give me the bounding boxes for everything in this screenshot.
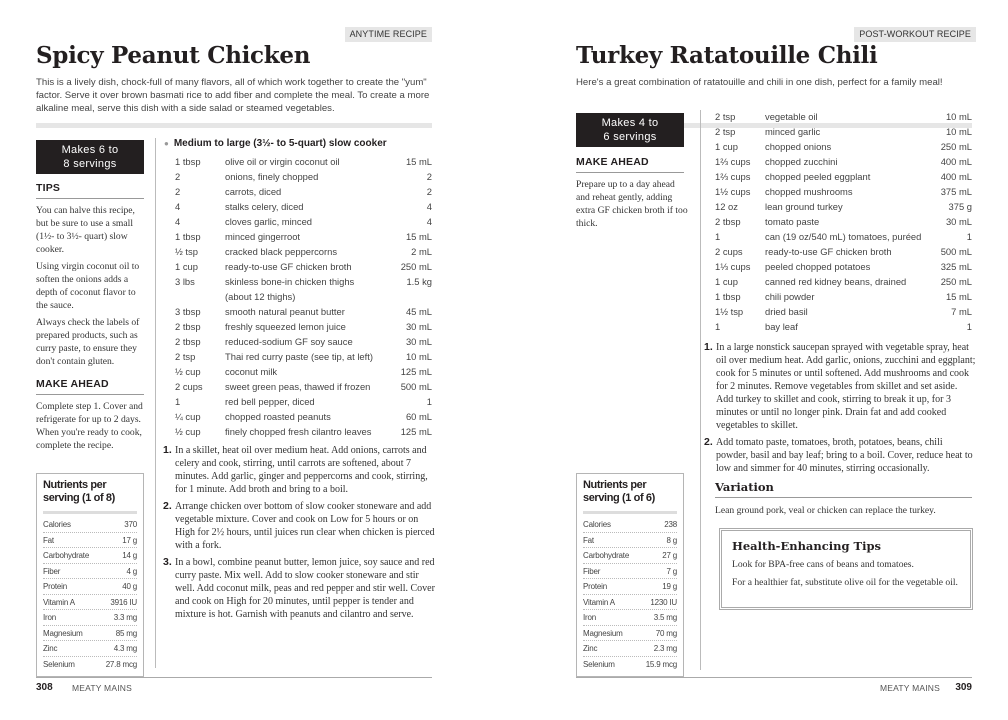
ingredient-name: finely chopped fresh cilantro leaves <box>225 426 372 437</box>
ingredient-metric: 30 mL <box>945 216 972 227</box>
nutrient-value: 70 mg <box>655 628 677 638</box>
nutrient-row <box>583 657 677 673</box>
right-page <box>504 0 1008 720</box>
ingredient-quantity: 3 lbs <box>175 276 195 287</box>
ingredient-row <box>175 319 432 334</box>
ingredient-name: skinless bone-in chicken thighs <box>225 276 355 287</box>
variation-heading: Variation <box>715 480 972 498</box>
ingredient-row <box>715 169 972 184</box>
ingredient-name: (about 12 thighs) <box>225 291 296 302</box>
ingredient-name: ready-to-use GF chicken broth <box>765 246 892 257</box>
ingredient-metric: 325 mL <box>940 261 972 272</box>
ingredient-row <box>175 229 432 244</box>
ingredient-name: coconut milk <box>225 366 278 377</box>
recipe-intro: This is a lively dish, chock-full of many flavors, all of which work together to create the "yum" factor. Serve it over brown basmati rice to add fiber and complete the meal. To create a more alkaline meal, serve this dish with a side salad or steamed vegetables. <box>36 77 430 114</box>
step-number: 3. <box>163 556 172 568</box>
make-ahead-heading: MAKE AHEAD <box>36 378 144 395</box>
ingredient-quantity: 12 oz <box>715 201 738 212</box>
column-divider <box>155 138 156 668</box>
health-tip: Look for BPA-free cans of beans and tomatoes. <box>732 559 914 570</box>
ingredient-name: reduced-sodium GF soy sauce <box>225 336 353 347</box>
nutrient-row <box>43 595 137 611</box>
page-number: 308 <box>36 682 53 693</box>
ingredient-quantity: 1 <box>715 321 721 332</box>
ingredient-metric: 2 mL <box>411 246 432 257</box>
nutrient-row <box>43 641 137 657</box>
nutrient-value: 85 mg <box>115 628 137 638</box>
ingredient-row <box>715 154 972 169</box>
health-tips-box <box>721 530 971 608</box>
ingredient-name: chopped roasted peanuts <box>225 411 331 422</box>
category-tag: POST-WORKOUT RECIPE <box>854 27 976 42</box>
step-number: 2. <box>704 436 713 448</box>
ingredient-metric: 30 mL <box>405 336 432 347</box>
ingredient-row <box>175 184 432 199</box>
nutrient-value: 238 <box>664 520 677 529</box>
ingredient-row <box>715 109 972 124</box>
ingredient-row <box>175 424 432 439</box>
nutrient-value: 4 g <box>126 566 137 576</box>
ingredient-quantity: 1 cup <box>175 261 198 272</box>
ingredient-name: smooth natural peanut butter <box>225 306 345 317</box>
ingredient-metric: 45 mL <box>405 306 432 317</box>
tips-body <box>36 204 148 372</box>
nutrient-label: Fat <box>583 535 594 545</box>
nutrient-value: 370 <box>124 520 137 529</box>
ingredient-name: minced garlic <box>765 126 821 137</box>
servings-line-2: 8 servings <box>63 158 117 170</box>
ingredient-metric: 10 mL <box>945 111 972 122</box>
running-head: MEATY MAINS <box>72 683 132 693</box>
nutrient-row <box>583 548 677 564</box>
ingredient-metric: 375 g <box>948 201 972 212</box>
ingredient-row <box>175 169 432 184</box>
ingredient-name: freshly squeezed lemon juice <box>225 321 346 332</box>
tip-paragraph: Using virgin coconut oil to soften the onions adds a depth of coconut flavor to the sauce. <box>36 261 140 311</box>
ingredient-metric: 400 mL <box>940 156 972 167</box>
ingredient-name: bay leaf <box>765 321 798 332</box>
ingredient-quantity <box>175 289 225 304</box>
ingredient-quantity: 2 tbsp <box>715 216 741 227</box>
equipment-text: Medium to large (3½- to 5-quart) slow cooker <box>173 138 387 149</box>
ingredient-quantity: ½ tsp <box>175 246 198 257</box>
method-steps <box>163 444 438 625</box>
ingredient-row <box>175 199 432 214</box>
nutrient-row <box>43 548 137 564</box>
ingredient-row <box>175 364 432 379</box>
method-step <box>704 341 976 432</box>
nutrient-value: 4.3 mg <box>113 644 137 653</box>
ingredient-name: stalks celery, diced <box>225 201 304 212</box>
page-number: 309 <box>955 682 972 693</box>
ingredient-quantity: 1 cup <box>715 141 738 152</box>
nutrient-row <box>43 657 137 673</box>
ingredient-quantity: 2 tsp <box>715 111 736 122</box>
ingredient-metric: 10 mL <box>405 351 432 362</box>
method-step <box>163 444 438 496</box>
ingredient-row <box>175 289 432 304</box>
ingredient-quantity: 1 <box>715 231 721 242</box>
make-ahead-heading: MAKE AHEAD <box>576 156 684 173</box>
nutrient-row <box>583 626 677 642</box>
method-step <box>163 500 438 552</box>
ingredient-name: carrots, diced <box>225 186 282 197</box>
ingredient-row <box>175 349 432 364</box>
ingredient-name: cloves garlic, minced <box>225 216 313 227</box>
footer-rule <box>36 677 432 678</box>
ingredient-name: ready-to-use GF chicken broth <box>225 261 352 272</box>
ingredient-quantity: 1⅔ cups <box>715 171 751 182</box>
nutrient-value: 3916 IU <box>110 597 137 607</box>
ingredients-list <box>175 154 432 439</box>
nutrient-label: Vitamin A <box>583 597 615 607</box>
ingredient-quantity: 1½ cups <box>715 186 751 197</box>
ingredient-name: chopped peeled eggplant <box>765 171 871 182</box>
make-ahead-text: Prepare up to a day ahead and reheat gently, adding extra GF chicken broth if too thick. <box>576 179 688 229</box>
ingredient-name: onions, finely chopped <box>225 171 319 182</box>
ingredient-name: canned red kidney beans, drained <box>765 276 907 287</box>
ingredient-metric: 15 mL <box>405 156 432 167</box>
nutrient-value: 7 g <box>666 566 677 576</box>
nutrient-value: 14 g <box>122 551 137 560</box>
ingredient-quantity: 2 <box>175 171 181 182</box>
nutrient-row <box>583 595 677 611</box>
nutrient-value: 19 g <box>662 582 677 591</box>
nutrient-label: Selenium <box>43 659 75 669</box>
nutrient-label: Protein <box>43 582 67 591</box>
nutrient-value: 40 g <box>122 582 137 591</box>
ingredient-metric: 1.5 kg <box>406 276 432 287</box>
ingredient-metric: 1 <box>966 321 972 332</box>
nutrient-label: Iron <box>43 613 56 622</box>
ingredient-quantity: ½ cup <box>175 426 201 437</box>
nutrient-value: 1230 IU <box>650 597 677 607</box>
nutrient-row <box>43 564 137 580</box>
nutrient-value: 8 g <box>666 535 677 545</box>
ingredient-quantity: 4 <box>175 201 181 212</box>
nutrient-row <box>43 610 137 626</box>
running-head: MEATY MAINS <box>880 683 940 693</box>
ingredient-quantity: 1⅔ cups <box>715 156 751 167</box>
ingredient-name: sweet green peas, thawed if frozen <box>225 381 371 392</box>
nutrient-label: Carbohydrate <box>583 551 630 560</box>
ingredient-metric: 60 mL <box>405 411 432 422</box>
nutrient-row <box>583 579 677 595</box>
title-rule <box>36 123 432 128</box>
recipe-title: Turkey Ratatouille Chili <box>576 42 878 69</box>
ingredient-metric: 2 <box>426 171 432 182</box>
nutrient-label: Fiber <box>43 566 61 576</box>
ingredient-row <box>715 319 972 334</box>
nutrients-title: Nutrients per serving (1 of 8) <box>43 479 137 514</box>
ingredient-row <box>175 259 432 274</box>
ingredient-row <box>715 199 972 214</box>
nutrient-label: Fiber <box>583 566 601 576</box>
ingredient-name: lean ground turkey <box>765 201 843 212</box>
nutrient-label: Carbohydrate <box>43 551 90 560</box>
nutrient-label: Vitamin A <box>43 597 75 607</box>
nutrient-row <box>43 517 137 533</box>
tip-paragraph: You can halve this recipe, but be sure to use a small (1½- to 3½- quart) slow cooker. <box>36 205 135 255</box>
servings-badge <box>36 140 144 174</box>
bullet-icon: ● <box>164 139 169 148</box>
ingredient-metric: 375 mL <box>940 186 972 197</box>
ingredient-row <box>715 274 972 289</box>
ingredient-row <box>175 154 432 169</box>
ingredient-metric: 400 mL <box>940 171 972 182</box>
ingredient-name: red bell pepper, diced <box>225 396 315 407</box>
ingredients-list <box>715 109 972 334</box>
nutrient-row <box>583 533 677 549</box>
nutrient-label: Magnesium <box>583 628 623 638</box>
ingredient-metric: 1 <box>426 396 432 407</box>
nutrient-label: Selenium <box>583 659 615 669</box>
ingredient-name: minced gingerroot <box>225 231 301 242</box>
ingredient-quantity: 1 tbsp <box>175 231 201 242</box>
nutrient-value: 15.9 mcg <box>645 659 677 669</box>
ingredient-row <box>175 394 432 409</box>
step-text: Add tomato paste, tomatoes, broth, potatoes, beans, chili powder, basil and bay leaf; bring to a boil. Cover, reduce heat to low and simmer for 40 minutes, stirring occasionally. <box>716 437 973 474</box>
ingredient-quantity: ½ cup <box>175 366 201 377</box>
ingredient-metric: 15 mL <box>405 231 432 242</box>
ingredient-metric: 7 mL <box>951 306 972 317</box>
tip-paragraph: Always check the labels of prepared products, such as curry paste, to ensure they don't contain gluten. <box>36 317 140 367</box>
step-number: 1. <box>704 341 713 353</box>
nutrients-panel <box>36 473 144 677</box>
recipe-intro: Here's a great combination of ratatouille and chili in one dish, perfect for a family meal! <box>576 77 943 88</box>
nutrient-value: 3.5 mg <box>653 613 677 622</box>
nutrient-value: 17 g <box>122 535 137 545</box>
tips-heading: TIPS <box>36 182 144 199</box>
ingredient-name: chopped onions <box>765 141 832 152</box>
ingredient-metric: 125 mL <box>400 366 432 377</box>
servings-line-1: Makes 6 to <box>61 144 119 156</box>
nutrients-panel <box>576 473 684 677</box>
ingredient-row <box>175 379 432 394</box>
ingredient-metric: 10 mL <box>945 126 972 137</box>
ingredient-quantity: 2 <box>175 186 181 197</box>
ingredient-row <box>715 214 972 229</box>
variation-text: Lean ground pork, veal or chicken can replace the turkey. <box>715 505 936 516</box>
ingredient-name: olive oil or virgin coconut oil <box>225 156 340 167</box>
ingredient-quantity: 2 tbsp <box>175 336 201 347</box>
nutrient-row <box>583 564 677 580</box>
ingredient-metric: 30 mL <box>405 321 432 332</box>
make-ahead-text: Complete step 1. Cover and refrigerate for up to 2 days. When you're ready to cook, complete the recipe. <box>36 401 143 451</box>
ingredient-quantity: 1 tbsp <box>175 156 201 167</box>
ingredient-name: Thai red curry paste (see tip, at left) <box>225 351 373 362</box>
ingredient-metric: 4 <box>426 201 432 212</box>
health-tips-heading: Health-Enhancing Tips <box>732 539 881 553</box>
ingredient-row <box>715 229 972 244</box>
nutrient-value: 27.8 mcg <box>105 659 137 669</box>
nutrient-label: Fat <box>43 535 54 545</box>
ingredient-name: dried basil <box>765 306 808 317</box>
ingredient-quantity: 2 tbsp <box>175 321 201 332</box>
ingredient-name: can (19 oz/540 mL) tomatoes, puréed <box>765 231 922 242</box>
footer-rule <box>576 677 972 678</box>
ingredient-row <box>715 289 972 304</box>
ingredient-name: peeled chopped potatoes <box>765 261 871 272</box>
ingredient-row <box>175 334 432 349</box>
ingredient-quantity: 2 cups <box>175 381 203 392</box>
recipe-title: Spicy Peanut Chicken <box>36 42 311 69</box>
step-text: In a bowl, combine peanut butter, lemon juice, soy sauce and red curry paste. Mix well. Add to slow cooker stoneware and stir well. Add coconut milk, peas and red pepper and stir well. Cover and cook on High for 20 minutes, until pepper is tender and mixture is hot. Garnish with peanuts and cilantro and serve. <box>175 557 435 620</box>
ingredient-row <box>715 304 972 319</box>
nutrient-label: Protein <box>583 582 607 591</box>
ingredient-name: vegetable oil <box>765 111 818 122</box>
nutrient-value: 2.3 mg <box>653 644 677 653</box>
nutrient-row <box>43 626 137 642</box>
category-tag: ANYTIME RECIPE <box>345 27 432 42</box>
ingredient-row <box>715 124 972 139</box>
nutrient-row <box>43 579 137 595</box>
ingredient-metric: 500 mL <box>400 381 432 392</box>
method-step <box>163 556 438 621</box>
column-divider <box>700 110 701 670</box>
equipment-line <box>164 138 387 149</box>
health-tip: For a healthier fat, substitute olive oil for the vegetable oil. <box>732 577 958 588</box>
ingredient-quantity: 1 <box>175 396 181 407</box>
nutrient-label: Zinc <box>583 644 598 653</box>
ingredient-row <box>715 139 972 154</box>
nutrient-row <box>43 533 137 549</box>
ingredient-row <box>715 259 972 274</box>
method-step <box>704 436 976 475</box>
ingredient-name: chopped zucchini <box>765 156 838 167</box>
ingredient-metric: 4 <box>426 216 432 227</box>
servings-line-1: Makes 4 to <box>601 117 659 129</box>
nutrient-label: Zinc <box>43 644 58 653</box>
ingredient-row <box>715 244 972 259</box>
ingredient-quantity: 1 cup <box>715 276 738 287</box>
ingredient-row <box>175 274 432 289</box>
ingredient-name: tomato paste <box>765 216 820 227</box>
ingredient-quantity: 2 tsp <box>175 351 196 362</box>
ingredient-row <box>175 244 432 259</box>
nutrient-value: 27 g <box>662 551 677 560</box>
ingredient-row <box>175 304 432 319</box>
ingredient-quantity: 3 tbsp <box>175 306 201 317</box>
ingredient-metric: 250 mL <box>940 276 972 287</box>
ingredient-name: chopped mushrooms <box>765 186 853 197</box>
step-number: 2. <box>163 500 172 512</box>
ingredient-metric: 500 mL <box>940 246 972 257</box>
ingredient-quantity: 4 <box>175 216 181 227</box>
nutrient-row <box>583 610 677 626</box>
ingredient-metric: 1 <box>966 231 972 242</box>
ingredient-quantity: 2 tsp <box>715 126 736 137</box>
servings-badge <box>576 113 684 147</box>
nutrient-row <box>583 517 677 533</box>
step-text: Arrange chicken over bottom of slow cooker stoneware and add vegetable mixture. Cover and cook on Low for 5 hours or on High for 2½ hours, until juices run clear when chicken is pierced with a fork. <box>175 501 435 551</box>
ingredient-quantity: ¼ cup <box>175 411 201 422</box>
ingredient-metric: 15 mL <box>945 291 972 302</box>
ingredient-quantity: 1⅓ cups <box>715 261 751 272</box>
ingredient-metric: 2 <box>426 186 432 197</box>
nutrient-label: Calories <box>583 520 611 529</box>
nutrient-row <box>583 641 677 657</box>
nutrients-title: Nutrients per serving (1 of 6) <box>583 479 677 514</box>
ingredient-row <box>175 409 432 424</box>
ingredient-metric: 125 mL <box>400 426 432 437</box>
nutrient-value: 3.3 mg <box>113 613 137 622</box>
ingredient-metric: 250 mL <box>400 261 432 272</box>
ingredient-quantity: 2 cups <box>715 246 743 257</box>
servings-line-2: 6 servings <box>603 131 657 143</box>
ingredient-name: chili powder <box>765 291 815 302</box>
nutrient-label: Iron <box>583 613 596 622</box>
step-text: In a large nonstick saucepan sprayed with vegetable spray, heat oil over medium heat. Add garlic, onions, zucchini and eggplant; cook for 5 minutes or until softened. Add mushrooms and cook for 2 minutes. Remove vegetables from skillet and set aside. Add turkey to skillet and cook, stirring to break it up, for 3 minutes or until no longer pink. Drain fat and add cooked vegetables to skillet. <box>716 342 976 431</box>
ingredient-quantity: 1 tbsp <box>715 291 741 302</box>
ingredient-quantity: 1½ tsp <box>715 306 744 317</box>
nutrient-label: Magnesium <box>43 628 83 638</box>
ingredient-name: cracked black peppercorns <box>225 246 338 257</box>
nutrient-label: Calories <box>43 520 71 529</box>
ingredient-row <box>175 214 432 229</box>
ingredient-metric: 250 mL <box>940 141 972 152</box>
ingredient-row <box>715 184 972 199</box>
method-steps <box>704 341 976 479</box>
step-text: In a skillet, heat oil over medium heat. Add onions, carrots and celery and cook, stirring, until carrots are softened, about 7 minutes. Add garlic, ginger and peppercorns and cook, stirring, for 1 minute. Add broth and bring to a boil. <box>175 445 428 495</box>
step-number: 1. <box>163 444 172 456</box>
